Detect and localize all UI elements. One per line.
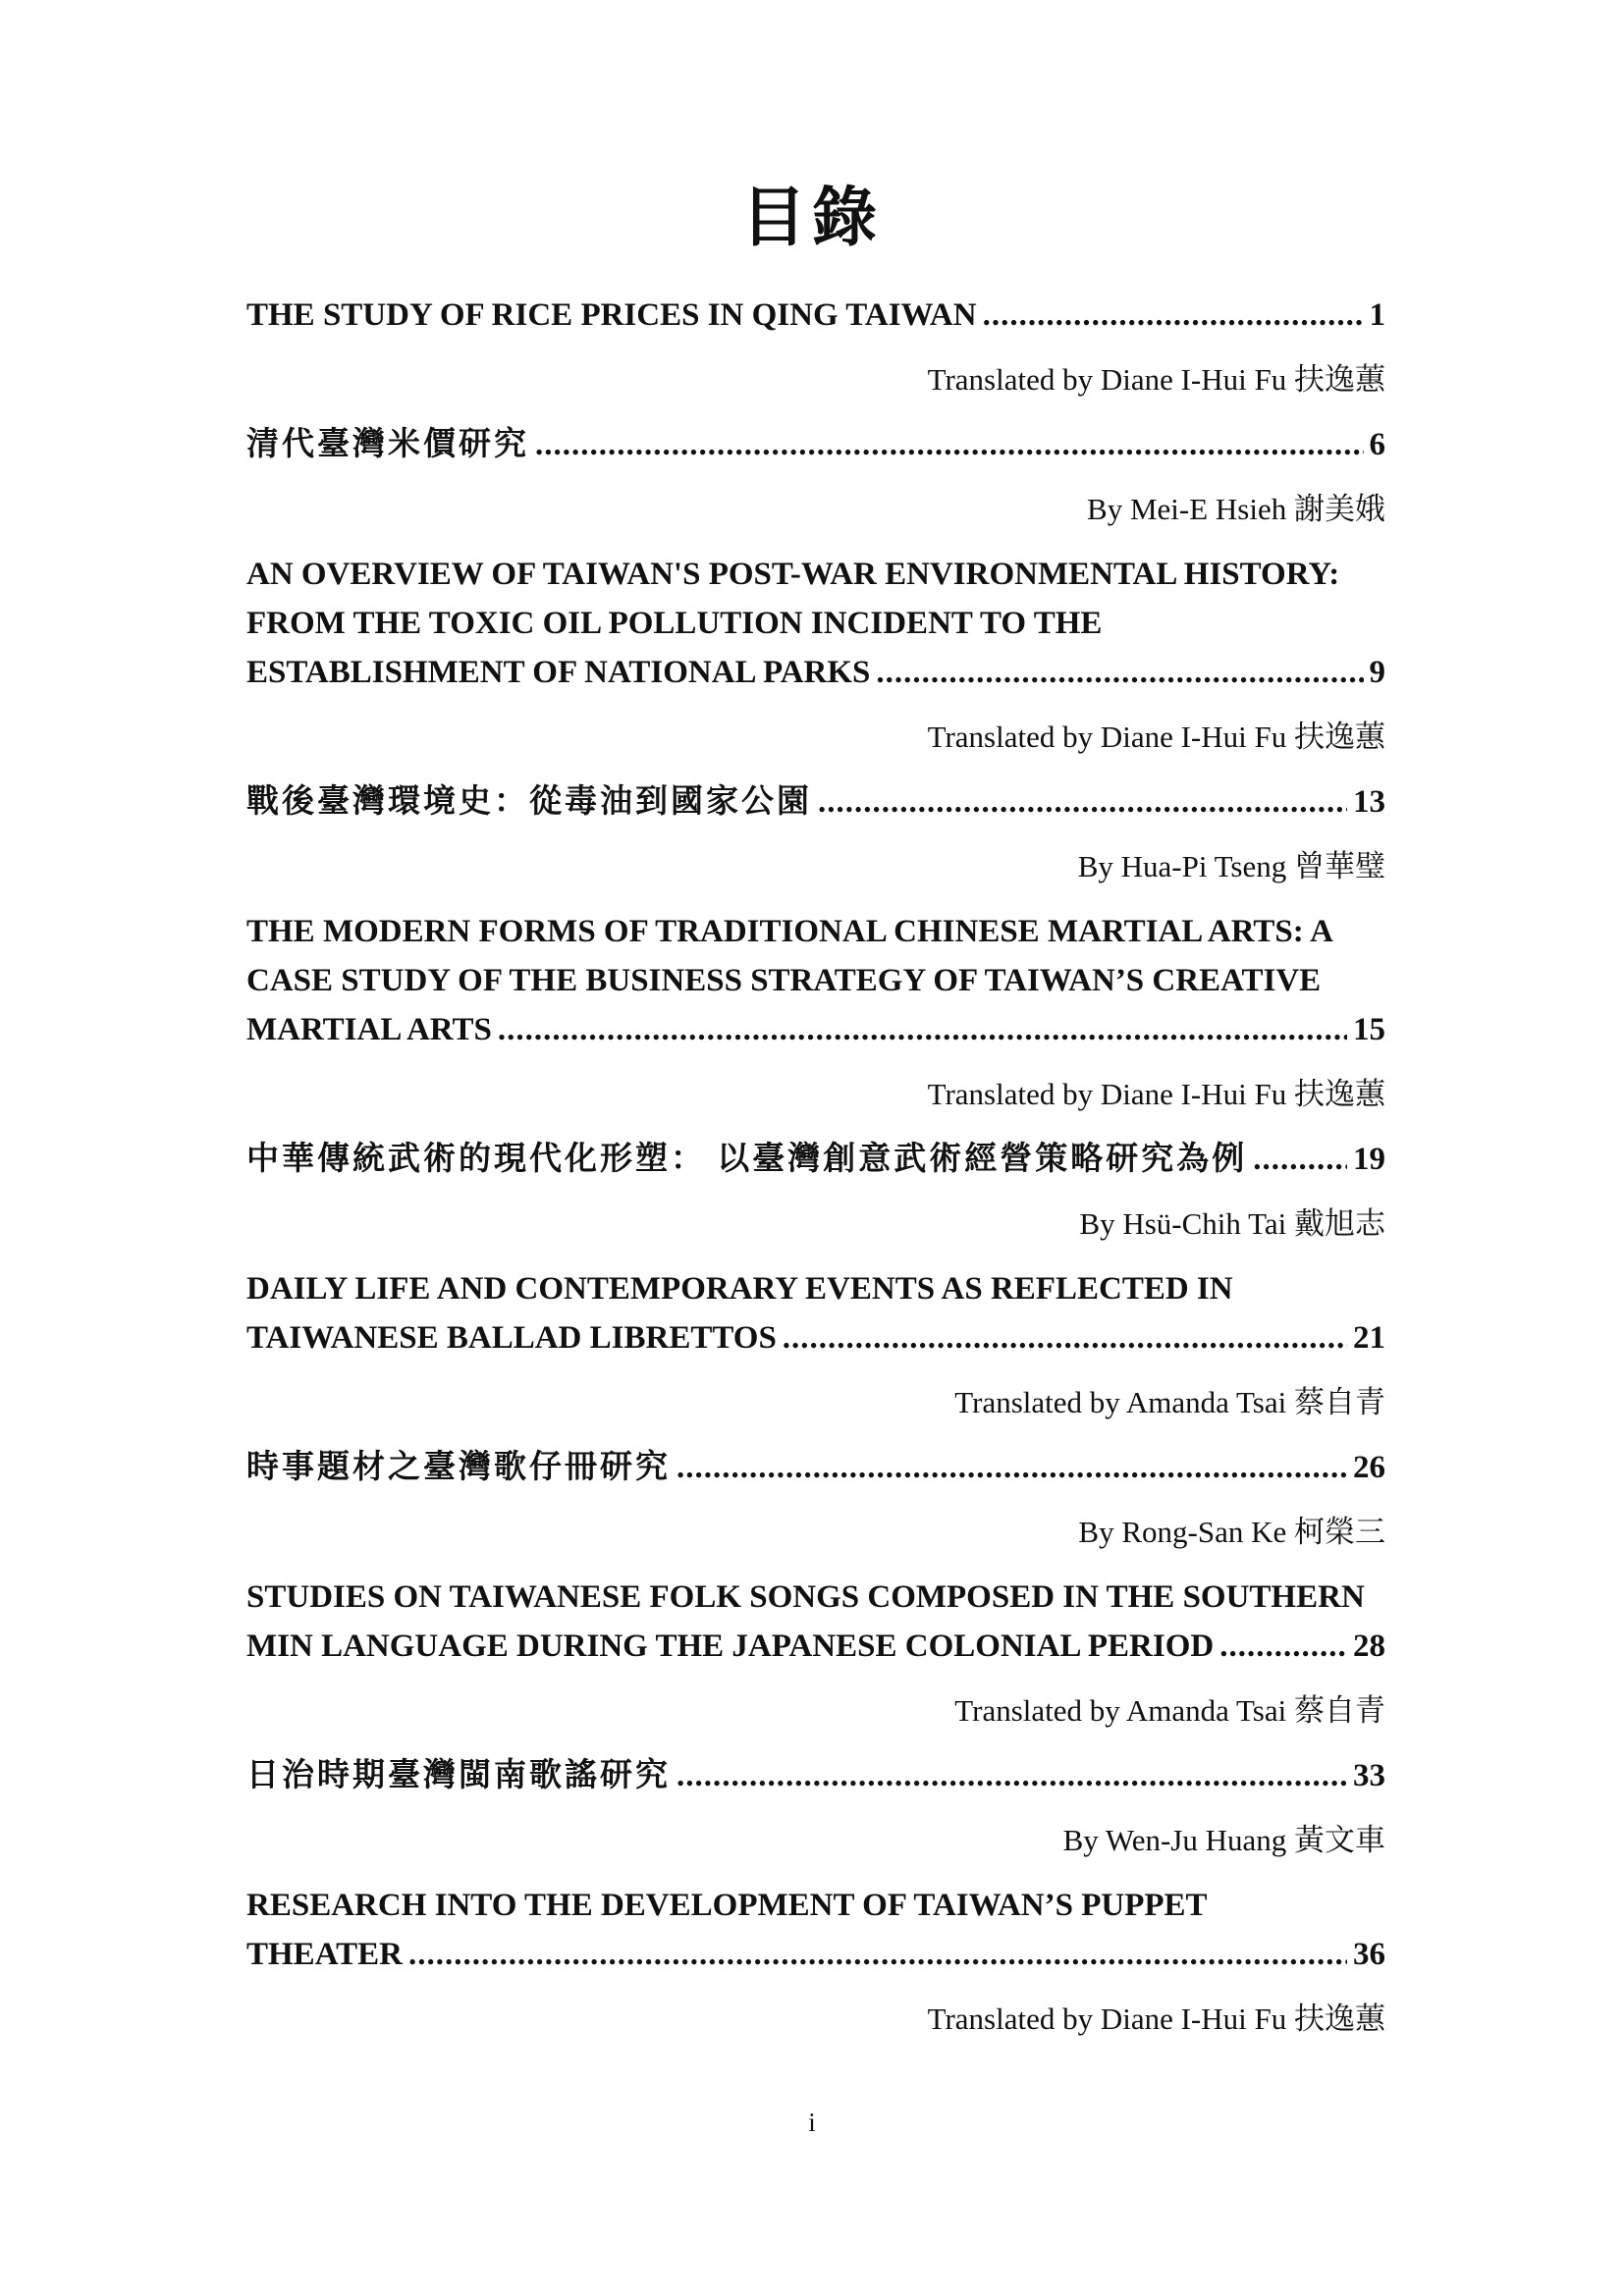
toc-title-line: 時事題材之臺灣歌仔冊研究 — [246, 1450, 671, 1485]
toc-entry-title — [246, 907, 1385, 1054]
toc-entry-credit: Translated by Amanda Tsai 蔡自青 — [954, 1693, 1385, 1728]
toc-title-last-line — [246, 420, 1385, 469]
toc-title-line: FROM THE TOXIC OIL POLLUTION INCIDENT TO THE — [246, 606, 1103, 641]
toc-title-line: TAIWANESE BALLAD LIBRETTOS — [246, 1320, 777, 1356]
toc-entry[interactable] — [246, 1573, 1385, 1735]
toc-title-line: THEATER — [246, 1937, 403, 1972]
toc-title-line: 日治時期臺灣閩南歌謠研究 — [246, 1758, 671, 1793]
toc-title-line: ESTABLISHMENT OF NATIONAL PARKS — [246, 655, 871, 690]
toc-title-line: 中華傳統武術的現代化形塑： 以臺灣創意武術經營策略研究為例 — [246, 1142, 1248, 1177]
toc-entry[interactable] — [246, 1264, 1385, 1427]
dot-leader — [535, 420, 1364, 469]
dot-leader — [408, 1930, 1347, 1979]
toc-page-number: 26 — [1353, 1450, 1385, 1485]
toc-entry-credit: Translated by Diane I-Hui Fu 扶逸蕙 — [927, 1077, 1385, 1111]
toc-entry[interactable] — [246, 1135, 1385, 1249]
dot-leader — [677, 1751, 1347, 1800]
toc-entry[interactable] — [246, 1881, 1385, 2044]
toc-entry-credit: Translated by Diane I-Hui Fu 扶逸蕙 — [927, 2002, 1385, 2036]
toc-entry-credit: Translated by Diane I-Hui Fu 扶逸蕙 — [927, 362, 1385, 397]
toc-title-last-line — [246, 1443, 1385, 1492]
toc-title-last-line — [246, 1005, 1385, 1054]
toc-page-number: 13 — [1353, 784, 1385, 820]
toc-page-number: 1 — [1369, 297, 1385, 333]
dot-leader — [498, 1005, 1347, 1054]
toc-title-line: 清代臺灣米價研究 — [246, 427, 529, 462]
toc-title-last-line — [246, 1313, 1385, 1362]
toc-title-line: DAILY LIFE AND CONTEMPORARY EVENTS AS REFLECTED IN — [246, 1271, 1233, 1307]
page-number-footer: i — [808, 2108, 816, 2137]
toc-title-line: THE MODERN FORMS OF TRADITIONAL CHINESE MARTIAL ARTS: A — [246, 914, 1334, 949]
toc-title-last-line — [246, 291, 1385, 340]
toc-title-last-line — [246, 648, 1385, 697]
dot-leader — [818, 777, 1347, 827]
toc-entry-title — [246, 1264, 1385, 1362]
toc-page-number: 6 — [1369, 427, 1385, 462]
toc-title-last-line — [246, 1930, 1385, 1979]
toc-entry[interactable] — [246, 907, 1385, 1119]
toc-entry-credit: By Wen-Ju Huang 黃文車 — [1062, 1823, 1385, 1857]
toc-entry-title — [246, 777, 1385, 827]
toc-entry[interactable] — [246, 1751, 1385, 1865]
toc-entry-credit: By Rong-San Ke 柯榮三 — [1078, 1515, 1385, 1549]
table-of-contents — [246, 291, 1385, 2059]
toc-page-number: 28 — [1353, 1629, 1385, 1664]
toc-entry-credit: By Mei-E Hsieh 謝美娥 — [1087, 492, 1385, 526]
dot-leader — [1253, 1135, 1347, 1184]
dot-leader — [876, 648, 1363, 697]
toc-title-line: AN OVERVIEW OF TAIWAN'S POST-WAR ENVIRONMENTAL HISTORY: — [246, 557, 1340, 592]
toc-title-last-line — [246, 777, 1385, 827]
toc-entry[interactable] — [246, 291, 1385, 404]
toc-title-line: RESEARCH INTO THE DEVELOPMENT OF TAIWAN’S PUPPET — [246, 1888, 1208, 1923]
toc-entry-title — [246, 1751, 1385, 1800]
toc-title-line: THE STUDY OF RICE PRICES IN QING TAIWAN — [246, 297, 977, 333]
toc-page-number: 15 — [1353, 1012, 1385, 1047]
toc-entry[interactable] — [246, 777, 1385, 891]
toc-entry[interactable] — [246, 1443, 1385, 1557]
toc-title-last-line — [246, 1135, 1385, 1184]
toc-title-last-line — [246, 1751, 1385, 1800]
toc-entry-title — [246, 420, 1385, 469]
dot-leader — [677, 1443, 1347, 1492]
toc-page-number: 21 — [1353, 1320, 1385, 1356]
toc-entry-title — [246, 1573, 1385, 1671]
toc-entry-credit: Translated by Amanda Tsai 蔡自青 — [954, 1385, 1385, 1419]
toc-entry-title — [246, 1881, 1385, 1979]
toc-title-line: MIN LANGUAGE DURING THE JAPANESE COLONIAL PERIOD — [246, 1629, 1215, 1664]
toc-entry-title — [246, 291, 1385, 340]
toc-title-line: MARTIAL ARTS — [246, 1012, 492, 1047]
toc-entry[interactable] — [246, 550, 1385, 762]
toc-entry-title — [246, 550, 1385, 697]
toc-title-last-line — [246, 1622, 1385, 1671]
toc-page-number: 33 — [1353, 1758, 1385, 1793]
toc-entry-credit: By Hua-Pi Tseng 曾華璧 — [1077, 849, 1385, 883]
toc-entry[interactable] — [246, 420, 1385, 534]
toc-page-number: 9 — [1369, 655, 1385, 690]
toc-entry-credit: By Hsü-Chih Tai 戴旭志 — [1079, 1206, 1385, 1241]
toc-entry-title — [246, 1135, 1385, 1184]
page-title: 目錄 — [741, 183, 883, 254]
toc-title-line: STUDIES ON TAIWANESE FOLK SONGS COMPOSED IN THE SOUTHERN — [246, 1579, 1365, 1615]
toc-title-line: CASE STUDY OF THE BUSINESS STRATEGY OF TAIWAN’S CREATIVE — [246, 963, 1322, 998]
dot-leader — [783, 1313, 1347, 1362]
dot-leader — [1219, 1622, 1347, 1671]
toc-page-number: 19 — [1353, 1142, 1385, 1177]
dot-leader — [983, 291, 1364, 340]
toc-page-number: 36 — [1353, 1937, 1385, 1972]
toc-title-line: 戰後臺灣環境史：從毒油到國家公園 — [246, 784, 812, 820]
toc-entry-title — [246, 1443, 1385, 1492]
toc-entry-credit: Translated by Diane I-Hui Fu 扶逸蕙 — [927, 720, 1385, 754]
